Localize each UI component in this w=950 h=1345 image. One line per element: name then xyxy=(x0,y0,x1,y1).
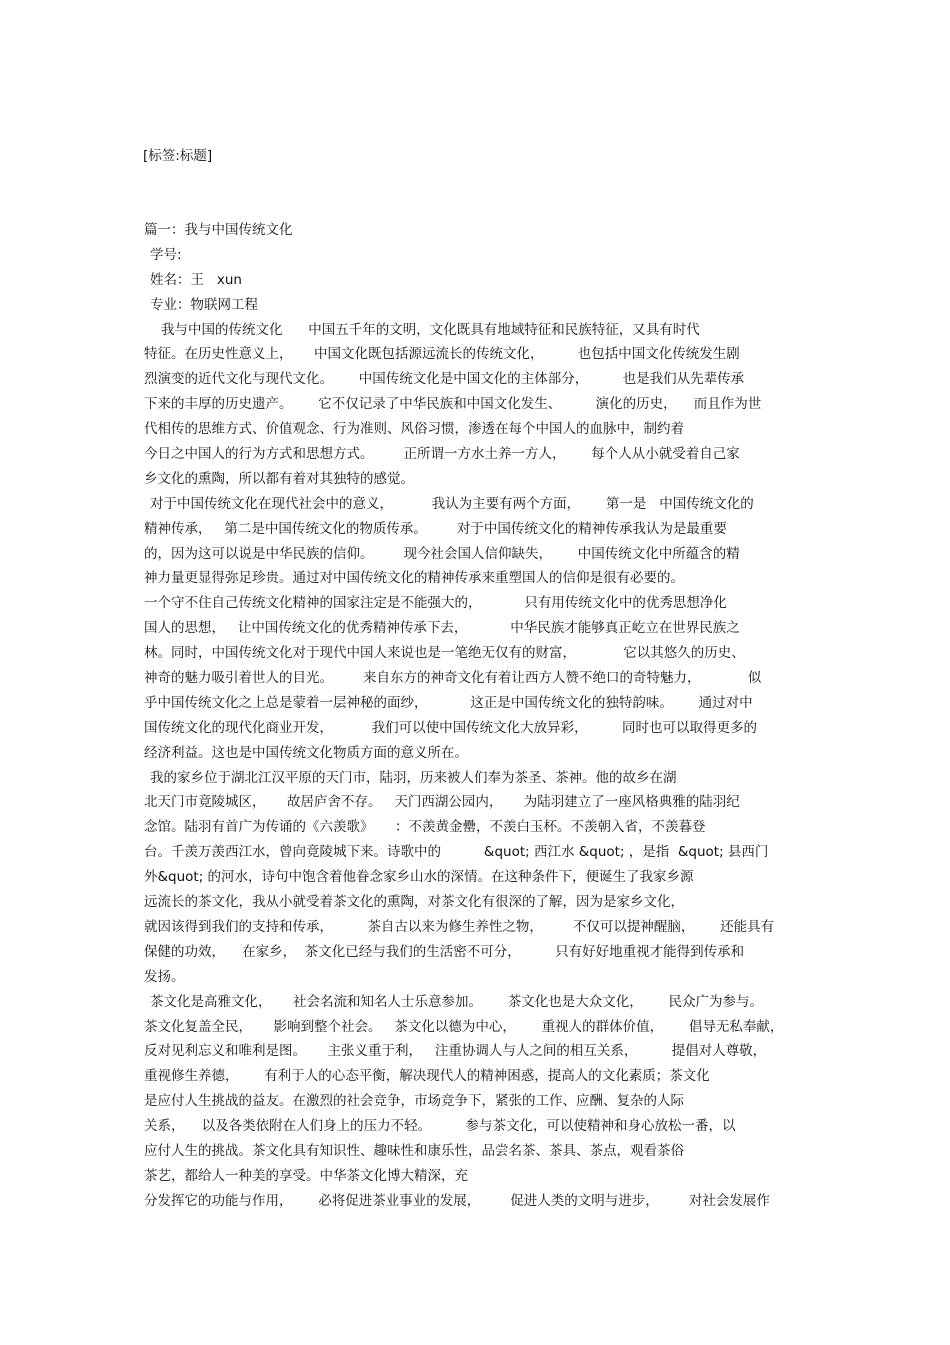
text-line: 保健的功效， 在家乡， 茶文化已经与我们的生活密不可分， 只有好好地重视才能得到传承和 xyxy=(144,943,745,960)
text-line: 重视修生养德， 有利于人的心态平衡，解决现代人的精神困惑，提高人的文化素质；茶文化 xyxy=(144,1068,710,1085)
text-line: 远流长的茶文化，我从小就受着茶文化的熏陶，对茶文化有很深的了解，因为是家乡文化， xyxy=(144,894,684,911)
text-line: 国传统文化的现代化商业开发， 我们可以使中国传统文化大放异彩， 同时也可以取得更多的 xyxy=(144,719,757,736)
text-line: 关系， 以及各类依附在人们身上的压力不轻。 参与茶文化，可以使精神和身心放松一番，以 xyxy=(144,1118,736,1135)
text-line: 发扬。 xyxy=(144,968,185,985)
text-line: 是应付人生挑战的益友。在激烈的社会竞争，市场竞争下，紧张的工作、应酬、复杂的人际 xyxy=(144,1093,684,1110)
text-line: 经济利益。这也是中国传统文化物质方面的意义所在。 xyxy=(144,744,468,761)
text-line: 茶文化是高雅文化， 社会名流和知名人士乐意参加。 茶文化也是大众文化， 民众广为参与。 xyxy=(150,993,763,1010)
text-line: 北天门市竟陵城区， 故居庐舍不存。 天门西湖公园内， 为陆羽建立了一座风格典雅的陆羽纪 xyxy=(144,794,740,811)
text-line: 反对见利忘义和唯利是图。 主张义重于利， 注重协调人与人之间的相互关系， 提倡对人尊敬， xyxy=(144,1043,767,1060)
text-line: 乎中国传统文化之上总是蒙着一层神秘的面纱， 这正是中国传统文化的独特韵味。 通过对中 xyxy=(144,694,753,711)
student-major-line: 专业：物联网工程 xyxy=(150,296,258,313)
text-line: 台。千羡万羡西江水，曾向竟陵城下来。诗歌中的 &quot; 西江水 &quot; ，是指 &quot; 县西门 xyxy=(144,844,769,861)
text-line: 就因该得到我们的支持和传承， 茶自古以来为修生养性之物， 不仅可以提神醒脑， 还能具有 xyxy=(144,918,775,935)
student-id-line: 学号: xyxy=(150,246,182,263)
text-line: 的，因为这可以说是中华民族的信仰。 现今社会国人信仰缺失， 中国传统文化中所蕴含的精 xyxy=(144,545,740,562)
text-line: 特征。在历史性意义上， 中国文化既包括源远流长的传统文化， 也包括中国文化传统发生剧 xyxy=(144,346,740,363)
text-line: 烈演变的近代文化与现代文化。 中国传统文化是中国文化的主体部分， 也是我们从先辈传承 xyxy=(144,371,745,388)
article-title: 篇一：我与中国传统文化 xyxy=(144,222,293,238)
text-line: 神力量更显得弥足珍贵。通过对中国传统文化的精神传承来重塑国人的信仰是很有必要的。 xyxy=(144,570,684,587)
text-line: 我与中国的传统文化 中国五千年的文明，文化既具有地域特征和民族特征，又具有时代 xyxy=(161,321,700,338)
text-line: 外&quot; 的河水，诗句中饱含着他眷念家乡山水的深情。在这种条件下，便诞生了我家乡源 xyxy=(144,869,694,886)
text-line: 应付人生的挑战。茶文化具有知识性、趣味性和康乐性，品尝名茶、茶具、茶点，观看茶俗 xyxy=(144,1142,684,1159)
text-line: 乡文化的熏陶，所以都有着对其独特的感觉。 xyxy=(144,470,414,487)
text-line: 茶文化复盖全民， 影响到整个社会。 茶文化以德为中心， 重视人的群体价值， 倡导无私奉献， xyxy=(144,1018,784,1035)
text-line: 今日之中国人的行为方式和思想方式。 正所谓一方水土养一方人， 每个人从小就受着自己家 xyxy=(144,446,740,463)
student-name-line: 姓名：王 xun xyxy=(150,271,242,288)
text-line: 一个守不住自己传统文化精神的国家注定是不能强大的， 只有用传统文化中的优秀思想净化 xyxy=(144,595,727,612)
text-line: 对于中国传统文化在现代社会中的意义， 我认为主要有两个方面， 第一是 中国传统文化的 xyxy=(150,495,754,512)
text-line: 神奇的魅力吸引着世人的目光。 来自东方的神奇文化有着让西方人赞不绝口的奇特魅力， 似 xyxy=(144,670,762,687)
text-line: 我的家乡位于湖北江汉平原的天门市，陆羽，历来被人们奉为茶圣、茶神。他的故乡在湖 xyxy=(150,769,677,786)
text-line: 精神传承， 第二是中国传统文化的物质传承。 对于中国传统文化的精神传承我认为是最重要 xyxy=(144,520,727,537)
text-line: 念馆。陆羽有首广为传诵的《六羡歌》 ：不羡黄金罍，不羡白玉杯。不羡朝入省，不羡暮登 xyxy=(144,819,706,836)
article-body xyxy=(0,218,950,1214)
text-line: 下来的丰厚的历史遗产。 它不仅记录了中华民族和中国文化发生、 演化的历史， 而且作为世 xyxy=(144,396,762,413)
text-line: 国人的思想， 让中国传统文化的优秀精神传承下去， 中华民族才能够真正屹立在世界民族之 xyxy=(144,620,740,637)
text-line: 分发挥它的功能与作用， 必将促进茶业事业的发展， 促进人类的文明与进步， 对社会发展作 xyxy=(144,1192,770,1209)
text-line: 代相传的思维方式、价值观念、行为准则、风俗习惯，渗透在每个中国人的血脉中，制约着 xyxy=(144,421,684,438)
text-line: 茶艺，都给人一种美的享受。中华茶文化博大精深，充 xyxy=(144,1167,468,1184)
tag-label: [标签:标题] xyxy=(143,148,213,164)
text-line: 林。同时，中国传统文化对于现代中国人来说也是一笔绝无仅有的财富， 它以其悠久的历史、 xyxy=(144,645,745,662)
